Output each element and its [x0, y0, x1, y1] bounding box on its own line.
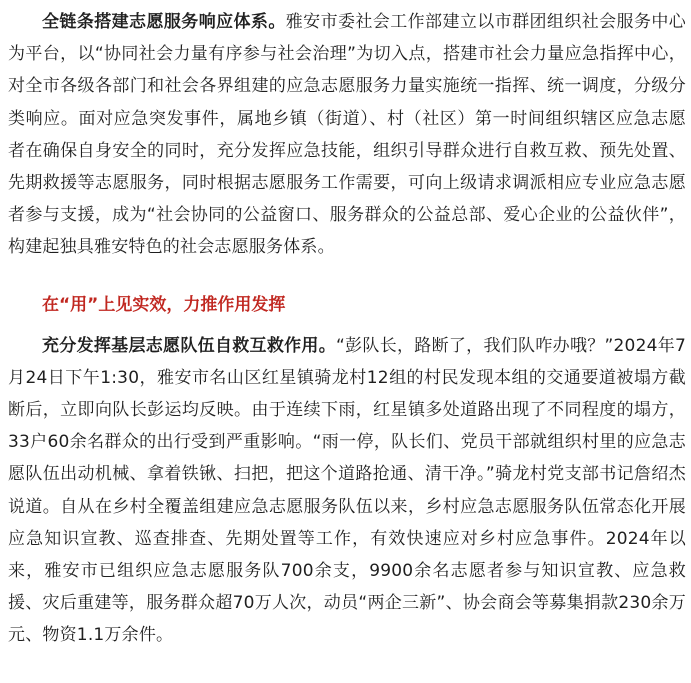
- paragraph-text-grassroots-teams: “彭队长，路断了，我们队咋办哦？”2024年7月24日下午1:30，雅安市名山区红星镇骑龙村12组的村民发现本组的交通要道被塌方截断后，立即向队长彭运均反映。由于连续下雨，红星镇多处道路出现了不同程度的塌方，33户60余名群众的出行受到严重影响。“雨一停，队长们、党员干部就组织村里的应急志愿队伍出动机械、拿着铁锹、扫把，把这个道路抢通、清干净。”骑龙村党支部书记詹绍杰说道。自从在乡村全覆盖组建应急志愿服务队伍以来，乡村应急志愿服务队伍常态化开展应急知识宣教、巡查排查、先期处置等工作，有效快速应对乡村应急事件。2024年以来，雅安市已组织应急志愿服务队700余支，9900余名志愿者参与知识宣教、应急救援、灾后重建等，服务群众超70万人次，动员“两企三新”、协会商会等募集捐款230余万元、物资1.1万余件。: [8, 335, 687, 646]
- paragraph-grassroots-teams: [8, 330, 686, 652]
- paragraph-lead-response-system: 全链条搭建志愿服务响应体系。: [42, 12, 286, 32]
- section-heading: 在“用”上见实效，力推作用发挥: [42, 294, 286, 315]
- article-body: [8, 6, 686, 652]
- paragraph-lead-grassroots-teams: 充分发挥基层志愿队伍自救互救作用。: [42, 335, 337, 356]
- paragraph-response-system: [8, 6, 686, 264]
- paragraph-text-response-system: 雅安市委社会工作部建立以市群团组织社会服务中心为平台，以“协同社会力量有序参与社会治理”为切入点，搭建市社会力量应急指挥中心，对全市各级各部门和社会各界组建的应急志愿服务力量实施统一指挥、统一调度，分级分类响应。面对应急突发事件，属地乡镇（街道）、村（社区）第一时间组织辖区应急志愿者在确保自身安全的同时，充分发挥应急技能，组织引导群众进行自救互救、预先处置、先期救援等志愿服务，同时根据志愿服务工作需要，可向上级请求调派相应专业应急志愿者参与支援，成为“社会协同的公益窗口、服务群众的公益总部、爱心企业的公益伙伴”，构建起独具雅安特色的社会志愿服务体系。: [8, 12, 686, 258]
